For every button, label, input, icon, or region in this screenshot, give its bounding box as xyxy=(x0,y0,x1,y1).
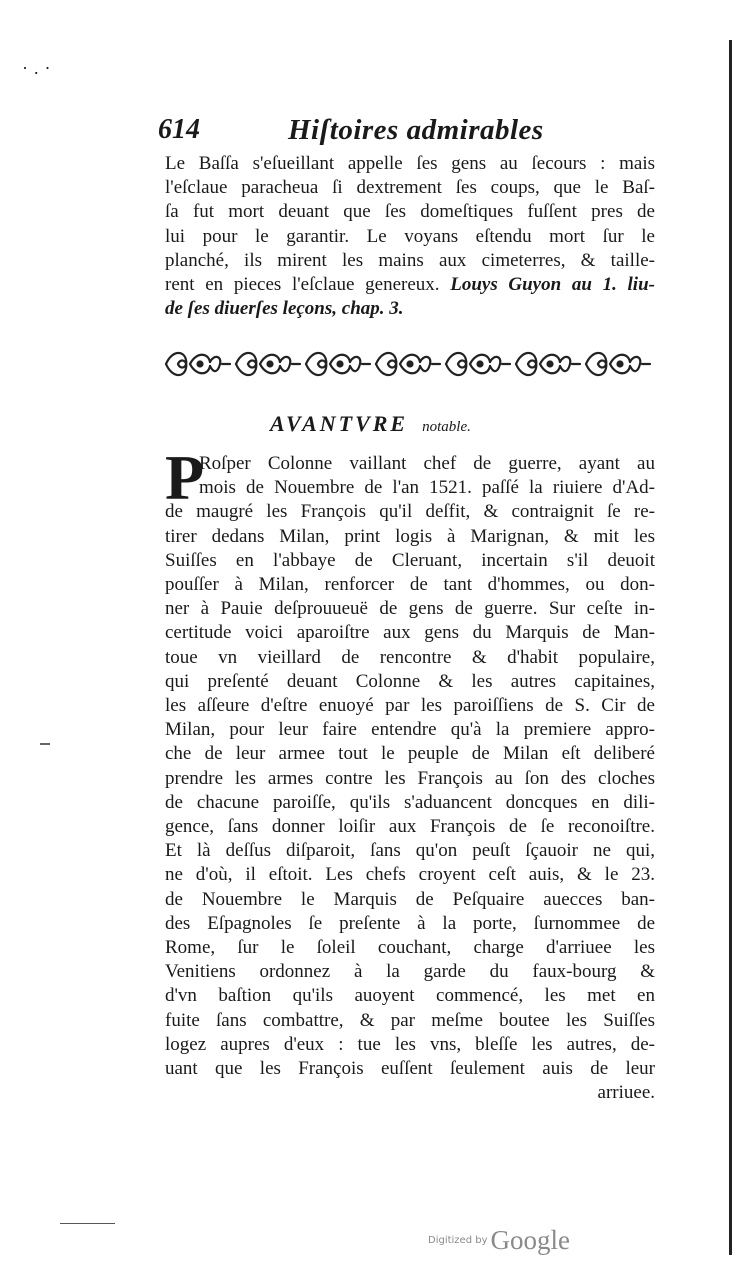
text-line: de Nouembre le Marquis de Peſquaire auecces ban- xyxy=(165,888,655,910)
text-line: ſa fut mort deuant que ſes domeſtiques fuſſent pres de xyxy=(165,201,655,223)
text-line: lui pour le garantir. Le voyans eſtendu mort ſur le xyxy=(165,225,655,247)
text-line: rent en pieces l'eſclaue genereux. xyxy=(165,274,440,296)
text-line: de maugré les François qu'il deſfit, & contraignit ſe re- xyxy=(165,501,655,523)
margin-specks: ·.· xyxy=(22,58,57,78)
text-line: prendre les armes contre les François au ſon des cloches xyxy=(165,767,655,789)
page-number: 614 xyxy=(158,114,200,145)
page-edge-rule xyxy=(729,40,732,1255)
text-block-continued xyxy=(165,152,655,321)
page-header xyxy=(158,114,660,154)
text-line: l'eſclaue paracheua ſi dextrement ſes coups, que le Baſ- xyxy=(165,177,655,199)
citation-line: de ſes diuerſes leçons, chap. 3. xyxy=(165,298,404,320)
text-line: qui preſenté deuant Colonne & les autres capitaines, xyxy=(165,670,655,692)
catchword: arriuee. xyxy=(597,1082,655,1104)
section-title-sub: notable. xyxy=(422,419,471,435)
text-line: gence, ſans donner loiſir aux François de ſe reconoiſtre. xyxy=(165,816,655,838)
drop-cap: P xyxy=(165,442,205,513)
margin-mark xyxy=(40,743,50,745)
watermark-prefix: Digitized by xyxy=(428,1235,488,1246)
text-line: Le Baſſa s'eſueillant appelle ſes gens au ſecours : mais xyxy=(165,153,655,174)
text-line: che de leur armee tout le peuple de Milan eſt deliberé xyxy=(165,743,655,765)
text-line: ner à Pauie deſprouueuë de gens de guerre. Sur ceſte in- xyxy=(165,598,655,620)
text-line: toue vn vieillard de rencontre & d'habit populaire, xyxy=(165,646,655,668)
text-line: tirer dedans Milan, print logis à Marignan, & mit les xyxy=(165,525,655,547)
citation: Louys Guyon au 1. liu- xyxy=(439,274,655,296)
text-line: d'vn baſtion qu'ils auoyent commencé, les met en xyxy=(165,985,655,1007)
text-line: Venitiens ordonnez à la garde du faux-bourg & xyxy=(165,961,655,983)
text-line-with-citation xyxy=(165,273,655,297)
text-line: ne d'où, il eſtoit. Les chefs croyent ceſt auis, & le 23. xyxy=(165,864,655,886)
text-line: planché, ils mirent les mains aux cimeterres, & taille- xyxy=(165,249,655,271)
text-line: certitude voici aparoiſtre aux gens du Marquis de Man- xyxy=(165,622,655,644)
text-line: Suiſſes en l'abbaye de Cleruant, incertain s'il deuoit xyxy=(165,549,655,571)
ornament-band xyxy=(162,340,657,388)
text-line: mois de Nouembre de l'an 1521. paſſé la riuiere d'Ad- xyxy=(199,477,655,499)
section-title xyxy=(270,411,570,439)
running-head: Hiſtoires admirables xyxy=(288,114,544,146)
text-line: Et là deſſus diſparoit, ſans qu'on peuſt ſçauoir ne qui, xyxy=(165,840,655,862)
text-line: logez aupres d'eux : tue les vns, bleſſe les autres, de- xyxy=(165,1033,655,1055)
text-line: Rome, ſur le ſoleil couchant, charge d'arriuee les xyxy=(165,937,655,959)
text-line: uant que les François euſſent ſeulement auis de leur xyxy=(165,1058,655,1080)
text-block-main xyxy=(165,442,655,1105)
digitized-watermark xyxy=(428,1225,588,1261)
text-line: de chacune paroiſſe, qu'ils s'aduancent doncques en dili- xyxy=(165,791,655,813)
text-line: Roſper Colonne vaillant chef de guerre, ayant au xyxy=(199,453,655,474)
footer-rule xyxy=(60,1223,115,1224)
text-line: pouſſer à Milan, renforcer de tant d'hommes, ou don- xyxy=(165,574,655,596)
text-line: les aſſeure d'eſtre enuoyé par les paroiſſiens de S. Cir de xyxy=(165,695,655,717)
text-line: Milan, pour leur faire entendre qu'à la premiere appro- xyxy=(165,719,655,741)
text-line: fuite ſans combattre, & par meſme boutee les Suiſſes xyxy=(165,1009,655,1031)
text-line: des Eſpagnoles ſe preſente à la porte, ſurnommee de xyxy=(165,912,655,934)
watermark-brand: Google xyxy=(490,1225,570,1255)
section-title-main: AVANTVRE xyxy=(270,411,409,436)
